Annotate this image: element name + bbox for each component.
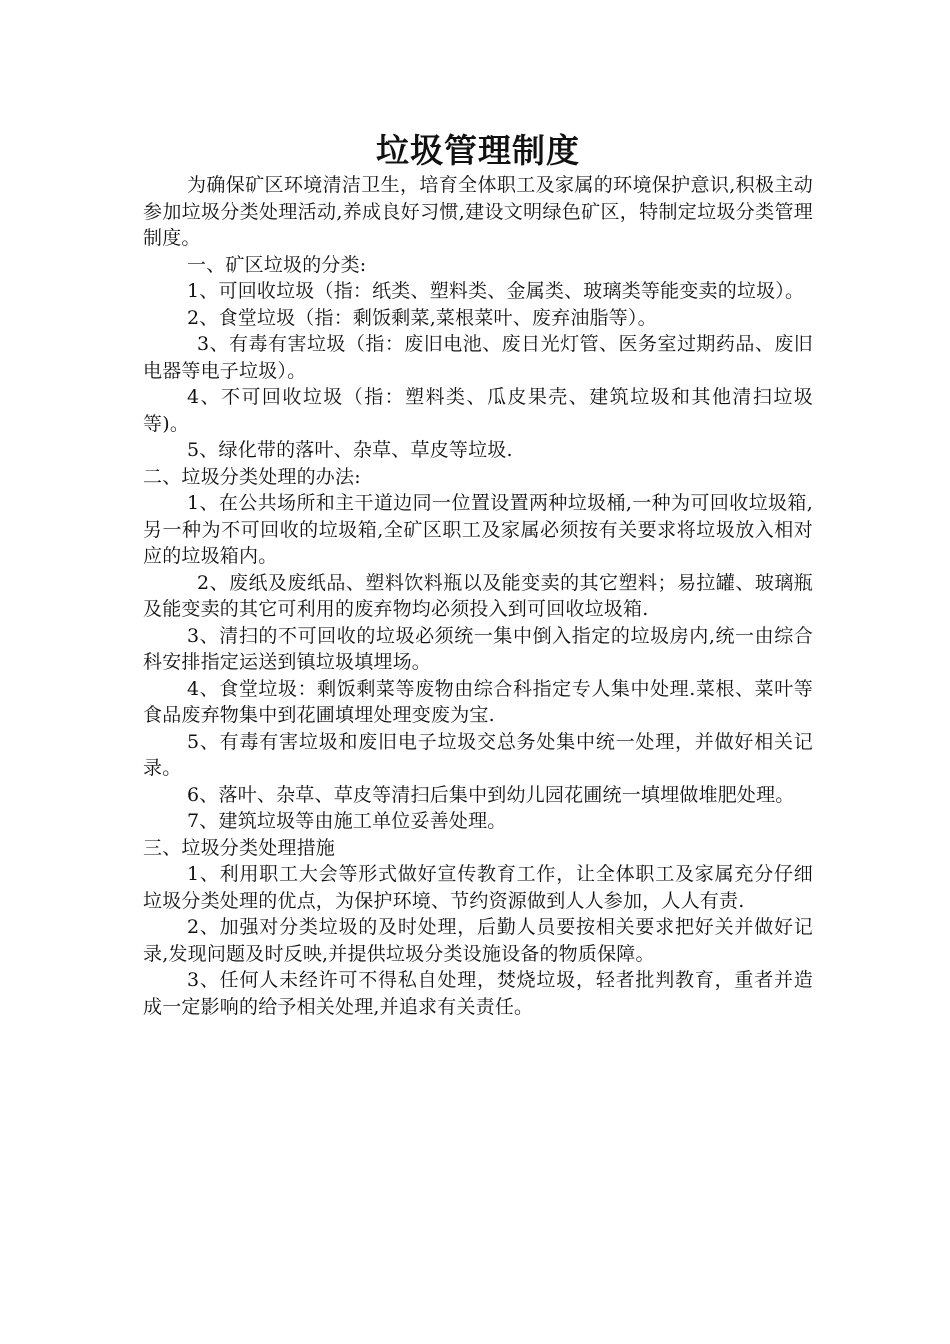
list-item: 5、有毒有害垃圾和废旧电子垃圾交总务处集中统一处理，并做好相关记录。: [143, 730, 813, 779]
list-item: 2、废纸及废纸品、塑料饮料瓶以及能变卖的其它塑料；易拉罐、玻璃瓶及能变卖的其它可利用的废弃物均必须投入到可回收垃圾箱.: [143, 571, 813, 620]
list-item: 4、食堂垃圾：剩饭剩菜等废物由综合科指定专人集中处理.菜根、菜叶等食品废弃物集中到花圃填埋处理变废为宝.: [143, 677, 813, 726]
section-heading-3: 三、垃圾分类处理措施: [143, 836, 336, 859]
list-item: 1、可回收垃圾（指：纸类、塑料类、金属类、玻璃类等能变卖的垃圾）。: [187, 280, 805, 302]
section-heading-2: 二、垃圾分类处理的办法:: [143, 465, 361, 488]
list-item: 4、不可回收垃圾（指：塑料类、瓜皮果壳、建筑垃圾和其他清扫垃圾等)。: [143, 386, 813, 435]
list-item: 3、有毒有害垃圾（指：废旧电池、废日光灯管、医务室过期药品、废旧电器等电子垃圾）。: [143, 333, 813, 382]
list-item: 3、清扫的不可回收的垃圾必须统一集中倒入指定的垃圾房内,统一由综合科安排指定运送到镇垃圾填埋场。: [143, 624, 813, 673]
section-heading-1: 一、矿区垃圾的分类:: [187, 253, 367, 276]
list-item: 1、在公共场所和主干道边同一位置设置两种垃圾桶,一种为可回收垃圾箱,另一种为不可回收的垃圾箱,全矿区职工及家属必须按有关要求将垃圾放入相对应的垃圾箱内。: [143, 492, 813, 567]
list-item: 5、绿化带的落叶、杂草、草皮等垃圾.: [187, 439, 513, 461]
list-item: 6、落叶、杂草、草皮等清扫后集中到幼儿园花圃统一填埋做堆肥处理。: [187, 783, 795, 806]
list-item: 3、任何人未经许可不得私自处理，焚烧垃圾，轻者批判教育，重者并造成一定影响的给予相关处理,并追求有关责任。: [143, 969, 813, 1018]
document-title: 垃圾管理制度: [376, 131, 580, 170]
list-item: 2、食堂垃圾（指：剩饭剩菜,菜根菜叶、废弃油脂等）。: [187, 306, 657, 329]
intro-paragraph: 为确保矿区环境清洁卫生，培育全体职工及家属的环境保护意识,积极主动参加垃圾分类处理活动,养成良好习惯,建设文明绿色矿区，特制定垃圾分类管理制度。: [143, 174, 813, 249]
list-item: 7、建筑垃圾等由施工单位妥善处理。: [187, 810, 507, 832]
document-body: [143, 132, 813, 1020]
list-item: 2、加强对分类垃圾的及时处理，后勤人员要按相关要求把好关并做好记录,发现问题及时反映,并提供垃圾分类设施设备的物质保障。: [143, 916, 813, 965]
list-item: 1、利用职工大会等形式做好宣传教育工作，让全体职工及家属充分仔细垃圾分类处理的优点，为保护环境、节约资源做到人人参加，人人有责.: [143, 863, 813, 912]
